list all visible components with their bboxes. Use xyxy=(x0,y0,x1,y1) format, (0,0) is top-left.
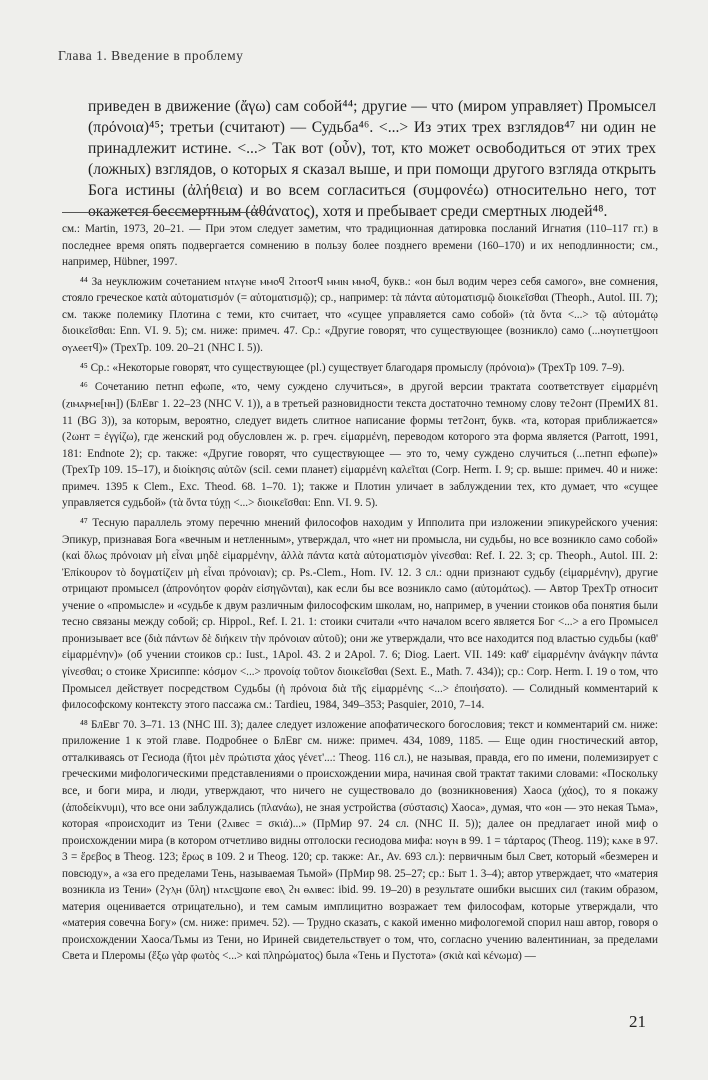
footnote-continuation: см.: Martin, 1973, 20–21. — При этом следует заметим, что традиционная датировка посланий Игнатия (110–117 гг.) в последнее время опять подвергается сомнению в пользу более позднего времени (160–170) и их неподлинности; см., например, Hübner, 1997. xyxy=(62,223,658,269)
footnote-divider xyxy=(62,212,262,213)
footnote-45: ⁴⁵ Ср.: «Некоторые говорят, что существующее (pl.) существует благодаря промыслу (πρόνοια)» (ТрехТр 109. 7–9). xyxy=(80,361,625,374)
footnote-46: ⁴⁶ Сочетанию петнп ефωпе, «то, чему суждено случиться», в другой версии трактата соответствует εἱμαρμένη (ⲍⲓⲙⲁⲣⲙⲉ[ⲛⲏ]) (БлЕвг 1. 22–23 (NHC V. 1)), а в третьей разновидности текста достаточно темному слову теϩонт (ПремИХ 81. 11 (BG 3)), за которым, вероятно, следует видеть слитное написание формы тетϩонт, букв. «та, которая приближается» (ϩωнт = ἐγγίζω), где женский род обусловлен ж. р. греч. εἱμαρμένη, переводом которого эта форма является (Parrott, 1991, 181: Endnote 2); ср. также: «Другие говорят, что существующее — это то, чему суждено случиться (...петнп ефωпе)» (ТрехТр 109. 15–17), и διοίκησις αὐτῶν (scil. семи планет) εἱμαρμένη καλεῖται (Corp. Herm. I. 9; ср. выше: примеч. 40 и ниже: примеч. 1395 к Clem., Exc. Theod. 68. 1–70. 1); также и Плотин уличает в заблуждении тех, кто думает, что «сущее управляется судьбой» (τὰ ὄντα τύχῃ <...> διοικεῖσθαι: Enn. VI. 9. 5). xyxy=(62,381,658,510)
footnote-47: ⁴⁷ Тесную параллель этому перечню мнений философов находим у Ипполита при изложении эпикурейского учения: Эпикур, признавая Бога «вечным и нетленным», утверждал, что «нет ни промысла, ни судьбы, но все возникло само собой» (καὶ ὅλως πρόνοιαν μὴ εἶναι μηδὲ εἱμαρμένην, ἀλλὰ πάντα κατὰ αὐτοματισμὸν γίνεσθαι: Ref. I. 22. 3; ср. Theoph., Autol. III. 2: Ἐπίκουρον τὸ δογματίζειν μὴ εἶναι πρόνοιαν); ср. Ps.-Clem., Hom. IV. 12. 3 сл.: одни признают судьбу (εἱμαρμένην), другие отрицают промысел (ἀπρονόητον φορὰν εἰσηγῶνται), как если бы все возникло само (αὐτομάτως). — Автор ТрехТр относит учение о «промысле» и «судьбе к двум различным философским школам, но, например, в учении стоиков оба понятия были тесно связаны между собой; ср. Hippol., Ref. I. 21. 1: стоики считали «что началом всего является Бог <...> а его Промысел пронизывает все (διὰ πάντων δὲ διήκειν τὴν πρόνοιαν αὐτοῦ); они же утверждали, что все находится под властью судьбы (καθ' εἱμαρμένην)» (об учении стоиков ср.: Iust., 1Apol. 43. 2 и 2Apol. 7. 6; Diog. Laert. VII. 149: καθ' εἱμαρμένην ἀνάγκην πάντα γίνεσθαι; о стоике Хрисиппе: κόσμον <...> προνοίᾳ τοῦτον διοικεῖσθαι (Sext. E., Math. 7. 434)); ср.: Corp. Herm. I. 19 о том, что Промысел действует посредством Судьбы (ἡ πρόνοια διὰ τῆς εἱμαρμένης <...> ἐποιήσατο). — Солидный комментарий к философскому контексту этого пассажа см.: Tardieu, 1984, 349–353; Pasquier, 2010, 7–14. xyxy=(62,517,658,712)
running-head: Глава 1. Введение в проблему xyxy=(58,48,244,63)
page-number: 21 xyxy=(629,1012,646,1031)
main-text: приведен в движение (ἄγω) сам собой⁴⁴; другие — что (миром управляет) Промысел (πρόνοια)⁴⁵; третьи (считают) — Судьба⁴⁶. <...> Из этих трех взглядов⁴⁷ ни один не принадлежит истине. <...> Так вот (οὖν), тот, кто может освободиться от этих трех (ложных) взглядов, о которых я сказал выше, и при помощи другого взгляда открыть Бога истины (ἀλήθεια) и во всем согласиться (συμφονέω) относительно него, тот окажется бессмертным (ἀθάνατος), хотя и пребывает среди смертных людей⁴⁸. xyxy=(88,98,656,220)
footnote-44: ⁴⁴ За неуклюжим сочетанием ⲛⲧⲁⲩⲛⲉ ⲙⲙⲟϥ ϩⲓⲧⲟⲟⲧϥ ⲙⲙⲓⲛ ⲙⲙⲟϥ, букв.: «он был водим через себя самого», вне сомнения, стояло греческое κατὰ αὐτοματισμόν (= αὐτοματισμῷ); ср., например: τὰ πάντα αὐτοματισμῷ διοικεῖσθαι (Theoph., Autol. III. 7); см. также полемику Плотина с теми, кто считает, что «сущее управляется само собой» (τὰ ὄντα <...> τῷ αὐτομάτῳ διοικεῖσθαι: Enn. VI. 9. 5); см. ниже: примеч. 47. Ср.: «Другие говорят, что существующее (возникло) само (...ⲛⲟⲩⲡⲉⲧϣⲟⲟⲡ ⲟⲩⲁⲉⲉⲧϥ)» (ТрехТр. 109. 20–21 (NHC I. 5)). xyxy=(62,275,658,355)
footnote-48: ⁴⁸ БлЕвг 70. 3–71. 13 (NHC III. 3); далее следует изложение апофатического богословия; текст и комментарий см. ниже: приложение 1 к этой главе. Подробнее о БлЕвг см. ниже: примеч. 434, 1089, 1185. — Еще один гностический автор, отталкиваясь от Гесиода (ἤτοι μὲν πρώτιστα χάος γένετ'...: Theog. 116 сл.), не называя, правда, его по имени, полемизирует с греческими мифологическими представлениями о происхождении мира, начиная свой трактат такими словами: «Поскольку все, и боги мира, и люди, утверждают, что ничего не существовало до (возникновения) Хаоса (χάος), то я покажу (ἀποδείκνυμι), что все они заблуждались (πλανάω), не зная устройства (σύστασις) Хаоса», думая, что «он — это некая Тьма», которая «происходит из Тени (ϩⲁⲓⲃⲉⲥ = σκιά)...» (ПрМир 97. 24 сл. (NHC II. 5)); далее он предлагает иной миф о происхождении мира (в котором отчетливо видны отголоски гесиодова мифа: ⲛⲟⲩⲛ в 99. 1 = τάρταρος (Theog. 119); ⲕⲁⲕⲉ в 97. 3 = ἔρεβος в Theog. 123; ἔρως в 109. 2 и Theog. 120; ср. также: Ar., Av. 693 сл.): первичным был Свет, который «безмерен и повсюду», а «за его пределами Тень, называемая Тьмой» (ПрМир 98. 25–27; ср.: Быт 1. 3–4); автор утверждает, что «материя возникла из Тени» (ϩⲩⲗⲏ (ὕλη) ⲛⲧⲁⲥϣⲱⲡⲉ ⲉⲃⲟⲗ ϩⲛ ⲑⲁⲓⲃⲉⲥ: ibid. 99. 19–20) в результате ошибки высших сил (таким образом, материя оценивается отрицательно), и тем самым имплицитно возражает тем философам, которые утверждали, что «материя совечна Богу» (см. ниже: примеч. 52). — Трудно сказать, с какой именно мифологемой спорил наш автор, говоря о происхождении Хаоса/Тьмы из Тени, но Ириней свидетельствует о том, что, согласно учению валентиниан, за пределами Света и Плеромы (ἔξω γὰρ φωτὸς <...> καὶ πληρώματος) была «Тень и Пустота» (σκιὰ καὶ κένωμα) — xyxy=(62,718,658,963)
footnotes xyxy=(62,221,658,968)
